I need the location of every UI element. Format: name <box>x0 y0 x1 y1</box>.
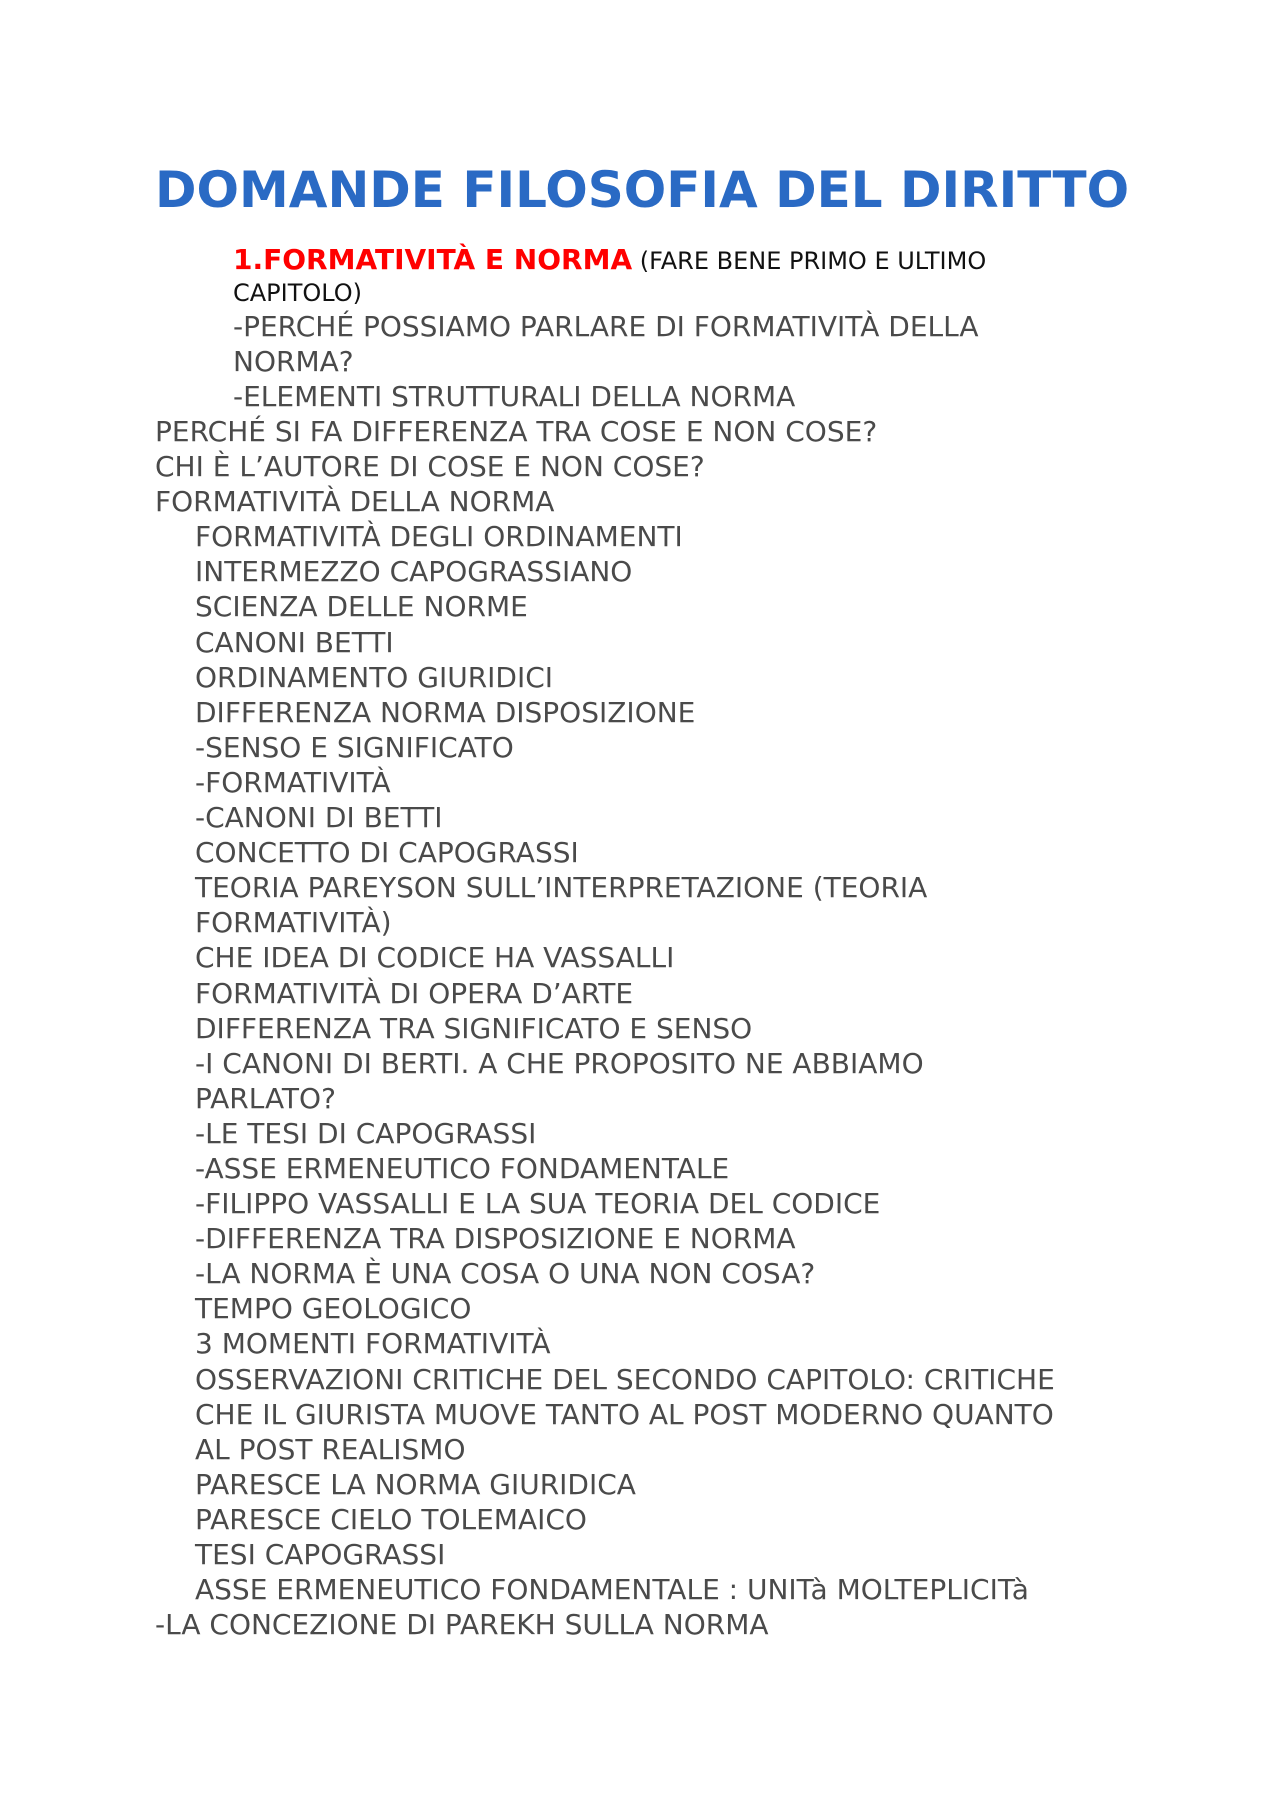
question-line: 3 MOMENTI FORMATIVITÀ <box>195 1327 551 1361</box>
section-question: NORMA? <box>233 345 354 378</box>
question-line: CONCETTO DI CAPOGRASSI <box>195 836 579 870</box>
section-question: -PERCHÉ POSSIAMO PARLARE DI FORMATIVITÀ DELLA <box>233 310 979 343</box>
question-line: FORMATIVITÀ DEGLI ORDINAMENTI <box>195 520 683 554</box>
question-line: -FILIPPO VASSALLI E LA SUA TEORIA DEL CODICE <box>195 1187 881 1221</box>
question-line: CHI È L’AUTORE DI COSE E NON COSE? <box>155 450 705 484</box>
question-line: -I CANONI DI BERTI. A CHE PROPOSITO NE ABBIAMO <box>195 1046 924 1080</box>
question-line: CHE IDEA DI CODICE HA VASSALLI <box>195 941 675 975</box>
question-line: -CANONI DI BETTI <box>195 801 443 835</box>
question-line: PARLATO? <box>195 1081 336 1115</box>
question-line: DIFFERENZA TRA SIGNIFICATO E SENSO <box>195 1011 753 1045</box>
section-heading-line <box>233 244 1133 277</box>
section-question: -ELEMENTI STRUTTURALI DELLA NORMA <box>233 380 796 413</box>
question-line: FORMATIVITÀ) <box>195 906 392 940</box>
question-line: AL POST REALISMO <box>195 1432 466 1466</box>
question-line: FORMATIVITÀ DELLA NORMA <box>155 485 555 519</box>
question-line: ASSE ERMENEUTICO FONDAMENTALE : UNITà MOLTEPLICITà <box>195 1573 1029 1607</box>
question-line: TESI CAPOGRASSI <box>195 1538 446 1571</box>
question-line: -LA NORMA È UNA COSA O UNA NON COSA? <box>195 1257 816 1291</box>
question-line: PARESCE CIELO TOLEMAICO <box>195 1502 587 1536</box>
question-line: -LE TESI DI CAPOGRASSI <box>195 1116 537 1150</box>
question-line: -DIFFERENZA TRA DISPOSIZIONE E NORMA <box>195 1222 796 1256</box>
question-line: ORDINAMENTO GIURIDICI <box>195 660 554 694</box>
question-line: -ASSE ERMENEUTICO FONDAMENTALE <box>195 1151 730 1185</box>
question-line: PARESCE LA NORMA GIURIDICA <box>195 1467 636 1501</box>
question-line: TEMPO GEOLOGICO <box>195 1292 472 1326</box>
question-line: PERCHÉ SI FA DIFFERENZA TRA COSE E NON COSE? <box>155 415 878 448</box>
question-line: CHE IL GIURISTA MUOVE TANTO AL POST MODERNO QUANTO <box>195 1397 1054 1431</box>
question-line: INTERMEZZO CAPOGRASSIANO <box>195 555 633 589</box>
question-line: -SENSO E SIGNIFICATO <box>195 730 514 764</box>
section-note-continued: CAPITOLO) <box>233 279 363 307</box>
section-heading: 1.FORMATIVITÀ E NORMA <box>233 243 633 276</box>
section-block <box>233 244 1133 414</box>
question-line: OSSERVAZIONI CRITICHE DEL SECONDO CAPITOLO: CRITICHE <box>195 1362 1055 1396</box>
question-line: SCIENZA DELLE NORME <box>195 590 528 624</box>
document-title: DOMANDE FILOSOFIA DEL DIRITTO <box>155 161 1130 219</box>
question-line: DIFFERENZA NORMA DISPOSIZIONE <box>195 695 696 729</box>
question-line: FORMATIVITÀ DI OPERA D’ARTE <box>195 976 634 1010</box>
question-line: CANONI BETTI <box>195 625 394 659</box>
question-line: -LA CONCEZIONE DI PAREKH SULLA NORMA <box>155 1608 769 1642</box>
question-line: -FORMATIVITÀ <box>195 765 391 799</box>
question-line: TEORIA PAREYSON SULL’INTERPRETAZIONE (TEORIA <box>195 871 928 905</box>
section-note: (FARE BENE PRIMO E ULTIMO <box>639 247 987 275</box>
question-list <box>155 414 1155 1642</box>
